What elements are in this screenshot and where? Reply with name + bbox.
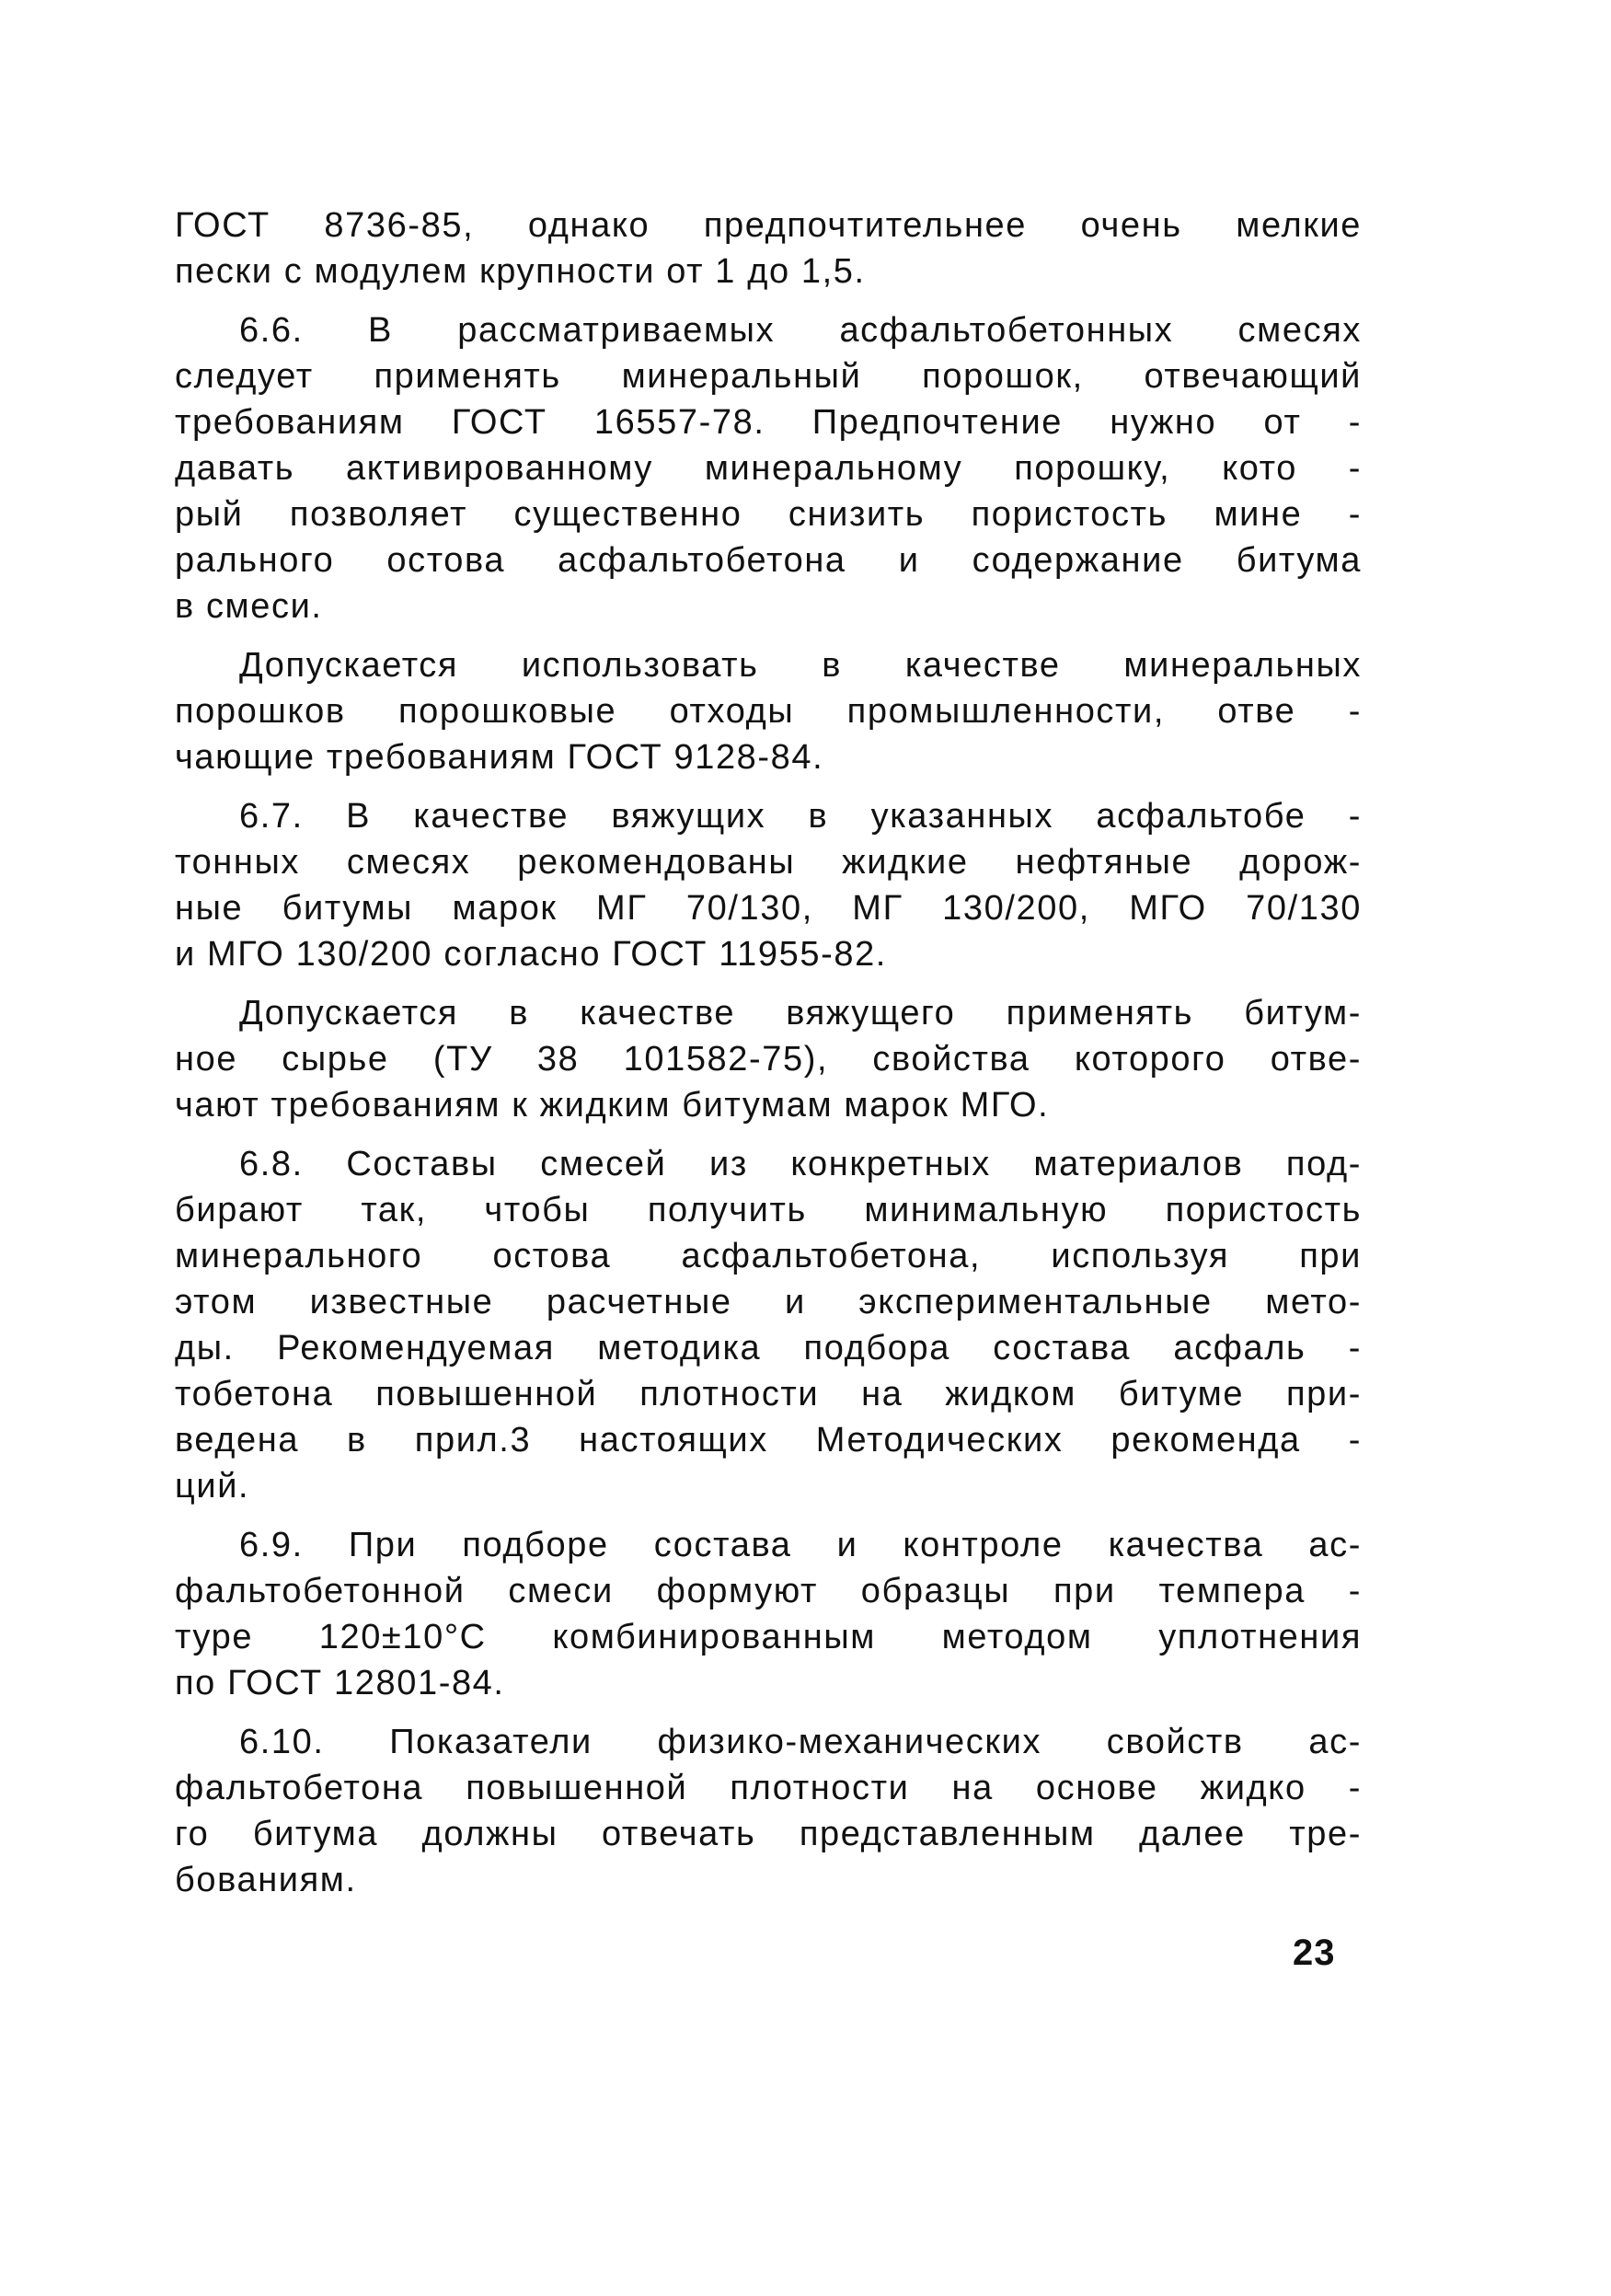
- text-line: 6.6. В рассматриваемых асфальтобетонных смесях: [239, 311, 1362, 350]
- text-line: ций.: [175, 1467, 250, 1506]
- text-line: ГОСТ 8736-85, однако предпочтительнее очень мелкие: [175, 206, 1362, 245]
- paragraph-6-10: [175, 1719, 1362, 1903]
- paragraph-6-6-addendum: [175, 642, 1362, 780]
- text-line: чают требованиям к жидким битумам марок МГО.: [175, 1086, 1050, 1125]
- text-line: и МГО 130/200 согласно ГОСТ 11955-82.: [175, 935, 887, 974]
- text-line: бирают так, чтобы получить минимальную пористость: [175, 1191, 1362, 1229]
- text-line: давать активированному минеральному порошку, кото -: [175, 449, 1362, 488]
- text-line: ведена в прил.3 настоящих Методических рекоменда -: [175, 1421, 1362, 1460]
- text-line: Допускается в качестве вяжущего применять битум-: [239, 994, 1362, 1033]
- text-line: бованиям.: [175, 1861, 357, 1899]
- text-line: 6.9. При подборе состава и контроле качества ас-: [239, 1526, 1362, 1564]
- text-line: 6.8. Составы смесей из конкретных материалов под-: [239, 1145, 1362, 1183]
- text-line: тонных смесях рекомендованы жидкие нефтяные дорож-: [175, 843, 1362, 882]
- paragraph-6-6: [175, 307, 1362, 629]
- text-line: Допускается использовать в качестве минеральных: [239, 646, 1362, 685]
- text-line: ные битумы марок МГ 70/130, МГ 130/200, МГО 70/130: [175, 889, 1362, 928]
- text-line: ное сырье (ТУ 38 101582-75), свойства которого отве-: [175, 1040, 1362, 1079]
- page-number: 23: [1293, 1933, 1336, 1973]
- text-line: 6.10. Показатели физико-механических свойств ас-: [239, 1723, 1362, 1761]
- text-line: следует применять минеральный порошок, отвечающий: [175, 357, 1362, 396]
- text-line: пески с модулем крупности от 1 до 1,5.: [175, 252, 866, 291]
- text-line: этом известные расчетные и экспериментальные мето-: [175, 1283, 1362, 1321]
- text-line: тобетона повышенной плотности на жидком битуме при-: [175, 1375, 1362, 1413]
- text-line: порошков порошковые отходы промышленности, отве -: [175, 692, 1362, 731]
- text-line: минерального остова асфальтобетона, используя при: [175, 1237, 1362, 1275]
- text-line: фальтобетонной смеси формуют образцы при темпера -: [175, 1572, 1362, 1610]
- text-line: фальтобетона повышенной плотности на основе жидко -: [175, 1769, 1362, 1807]
- paragraph-6-7-addendum: [175, 990, 1362, 1128]
- paragraph-continuation: [175, 202, 1362, 294]
- text-line: 6.7. В качестве вяжущих в указанных асфальтобе -: [239, 797, 1362, 836]
- text-line: ды. Рекомендуемая методика подбора состава асфаль -: [175, 1329, 1362, 1367]
- paragraph-6-8: [175, 1141, 1362, 1509]
- paragraph-6-9: [175, 1522, 1362, 1706]
- text-line: требованиям ГОСТ 16557-78. Предпочтение нужно от -: [175, 403, 1362, 442]
- text-line: рального остова асфальтобетона и содержание битума: [175, 541, 1362, 580]
- body-text: [175, 202, 1362, 1903]
- text-line: по ГОСТ 12801-84.: [175, 1664, 505, 1702]
- text-line: туре 120±10°С комбинированным методом уплотнения: [175, 1618, 1362, 1656]
- paragraph-6-7: [175, 793, 1362, 977]
- text-line: чающие требованиям ГОСТ 9128-84.: [175, 738, 824, 777]
- text-line: в смеси.: [175, 587, 323, 626]
- text-line: го битума должны отвечать представленным далее тре-: [175, 1815, 1362, 1853]
- text-line: рый позволяет существенно снизить пористость мине -: [175, 495, 1362, 534]
